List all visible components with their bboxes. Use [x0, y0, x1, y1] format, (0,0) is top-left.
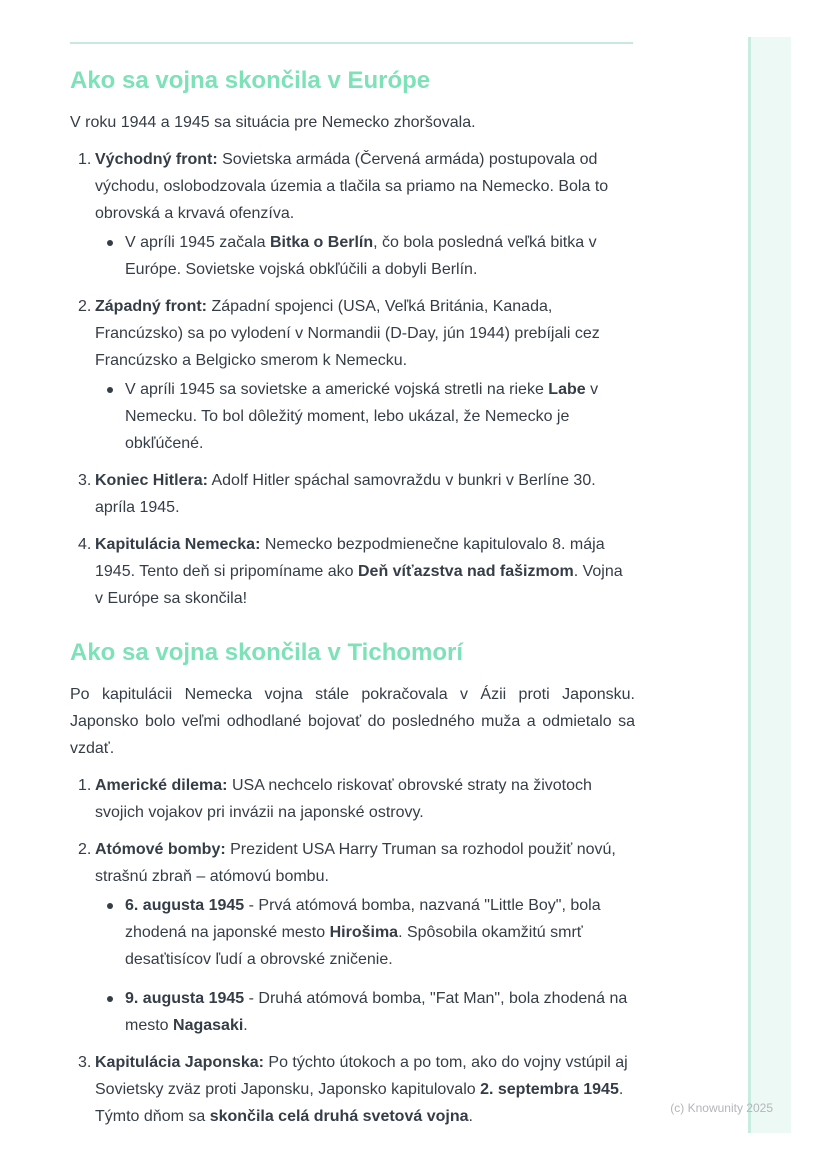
list-item-body — [95, 467, 635, 521]
bold-text: 9. augusta 1945 — [125, 990, 245, 1007]
section — [70, 638, 635, 1130]
bold-text: Koniec Hitlera: — [95, 472, 208, 489]
list-item-text — [95, 146, 635, 227]
list-item — [70, 1049, 635, 1130]
bullet-text — [125, 376, 635, 457]
text: . — [243, 1017, 248, 1034]
list-item-body — [95, 772, 635, 826]
bold-text: Labe — [548, 381, 586, 398]
bullet-item — [95, 229, 635, 283]
numbered-list — [70, 146, 635, 612]
text: . Vojna v Európe sa skončila! — [95, 563, 623, 607]
list-item-text — [95, 836, 635, 890]
bullet-dot — [107, 996, 113, 1002]
bullet-item — [95, 376, 635, 457]
list-item-body — [95, 1049, 635, 1130]
list-item-text — [95, 1049, 635, 1130]
bullet-text — [125, 892, 635, 973]
text: - Prvá atómová bomba, nazvaná "Little Boy", bola zhodená na japonské mesto — [125, 897, 601, 941]
text: Adolf Hitler spáchal samovraždu v bunkri v Berlíne 30. apríla 1945. — [95, 472, 596, 516]
bullet-item — [95, 985, 635, 1039]
list-item-text — [95, 467, 635, 521]
list-item — [70, 293, 635, 457]
intro-paragraph — [70, 681, 635, 762]
text: V roku 1944 a 1945 sa situácia pre Nemecko zhoršovala. — [70, 114, 476, 131]
list-item-body — [95, 836, 635, 1039]
bold-text: Východný front: — [95, 151, 218, 168]
bold-text: Atómové bomby: — [95, 841, 226, 858]
document-content — [70, 66, 635, 1130]
text: Prezident USA Harry Truman sa rozhodol použiť novú, strašnú zbraň – atómovú bombu. — [95, 841, 616, 885]
list-item-body — [95, 146, 635, 283]
text: Sovietska armáda (Červená armáda) postupovala od východu, oslobodzovala územia a tlačila sa priamo na Nemecko. Bola to obrovská a krvavá ofenzíva. — [95, 151, 609, 222]
list-number: 3. — [78, 472, 92, 489]
bold-text: Bitka o Berlín — [269, 234, 374, 251]
list-item-text — [95, 293, 635, 374]
bullet-list — [95, 376, 635, 457]
bold-text: 6. augusta 1945 — [125, 897, 245, 914]
top-divider — [70, 42, 633, 44]
text: USA nechcelo riskovať obrovské straty na životoch svojich vojakov pri invázii na japonské ostrovy. — [95, 777, 592, 821]
text: , čo bola posledná veľká bitka v Európe. Sovietske vojská obkľúčili a dobyli Berlín. — [125, 234, 597, 278]
bold-text: skončila celá druhá svetová vojna — [209, 1108, 469, 1125]
text: v Nemecku. To bol dôležitý moment, lebo ukázal, že Nemecko je obkľúčené. — [125, 381, 599, 452]
bold-text: Deň víťazstva nad fašizmom — [357, 563, 574, 580]
text: . — [468, 1108, 473, 1125]
text: Nemecko bezpodmienečne kapitulovalo 8. mája 1945. Tento deň si pripomíname ako — [95, 536, 605, 580]
footer-copyright: (c) Knowunity 2025 — [670, 1101, 773, 1115]
text: Západní spojenci (USA, Veľká Británia, Kanada, Francúzsko) sa po vylodení v Normandii (D-Day, jún 1944) prebíjali cez Francúzsko a Belgicko smerom k Nemecku. — [95, 298, 600, 369]
bold-text: Kapitulácia Japonska: — [95, 1054, 264, 1071]
bold-text: Americké dilema: — [95, 777, 228, 794]
bullet-dot — [107, 240, 113, 246]
intro-paragraph — [70, 109, 635, 136]
section-title: Ako sa vojna skončila v Tichomorí — [70, 639, 464, 666]
list-item — [70, 772, 635, 826]
list-number: 4. — [78, 536, 92, 553]
bullet-list — [95, 892, 635, 1039]
list-number: 3. — [78, 1054, 92, 1071]
text: Po kapitulácii Nemecka vojna stále pokračovala v Ázii proti Japonsku. Japonsko bolo veľmi odhodlané bojovať do posledného muža a odmietalo sa vzdať. — [70, 686, 635, 757]
bullet-text — [125, 229, 635, 283]
list-number: 2. — [78, 841, 92, 858]
list-item-text — [95, 772, 635, 826]
bold-text: Kapitulácia Nemecka: — [95, 536, 261, 553]
list-item — [70, 836, 635, 1039]
list-item — [70, 146, 635, 283]
list-number: 1. — [78, 151, 92, 168]
section — [70, 66, 635, 612]
list-number: 1. — [78, 777, 92, 794]
bold-text: 2. septembra 1945 — [480, 1081, 619, 1098]
bullet-dot — [107, 387, 113, 393]
text: V apríli 1945 sa sovietske a americké vojská stretli na rieke — [125, 381, 549, 398]
list-number: 2. — [78, 298, 92, 315]
right-accent-bar — [748, 37, 791, 1133]
bullet-list — [95, 229, 635, 283]
text: Po týchto útokoch a po tom, ako do vojny vstúpil aj Sovietsky zväz proti Japonsku, Japonsko kapitulovalo — [95, 1054, 628, 1098]
list-item-body — [95, 531, 635, 612]
text: . Týmto dňom sa — [95, 1081, 624, 1125]
bullet-text — [125, 985, 635, 1039]
list-item-body — [95, 293, 635, 457]
list-item — [70, 467, 635, 521]
bold-text: Nagasaki — [173, 1017, 244, 1034]
section-title: Ako sa vojna skončila v Európe — [70, 67, 431, 94]
bullet-item — [95, 892, 635, 973]
text: . Spôsobila okamžitú smrť desaťtisícov ľudí a obrovské zničenie. — [125, 924, 583, 968]
list-item — [70, 531, 635, 612]
bold-text: Západný front: — [95, 298, 207, 315]
bullet-dot — [107, 903, 113, 909]
text: - Druhá atómová bomba, "Fat Man", bola zhodená na mesto — [125, 990, 628, 1034]
list-item-text — [95, 531, 635, 612]
bold-text: Hirošima — [329, 924, 399, 941]
text: V apríli 1945 začala — [125, 234, 270, 251]
numbered-list — [70, 772, 635, 1130]
